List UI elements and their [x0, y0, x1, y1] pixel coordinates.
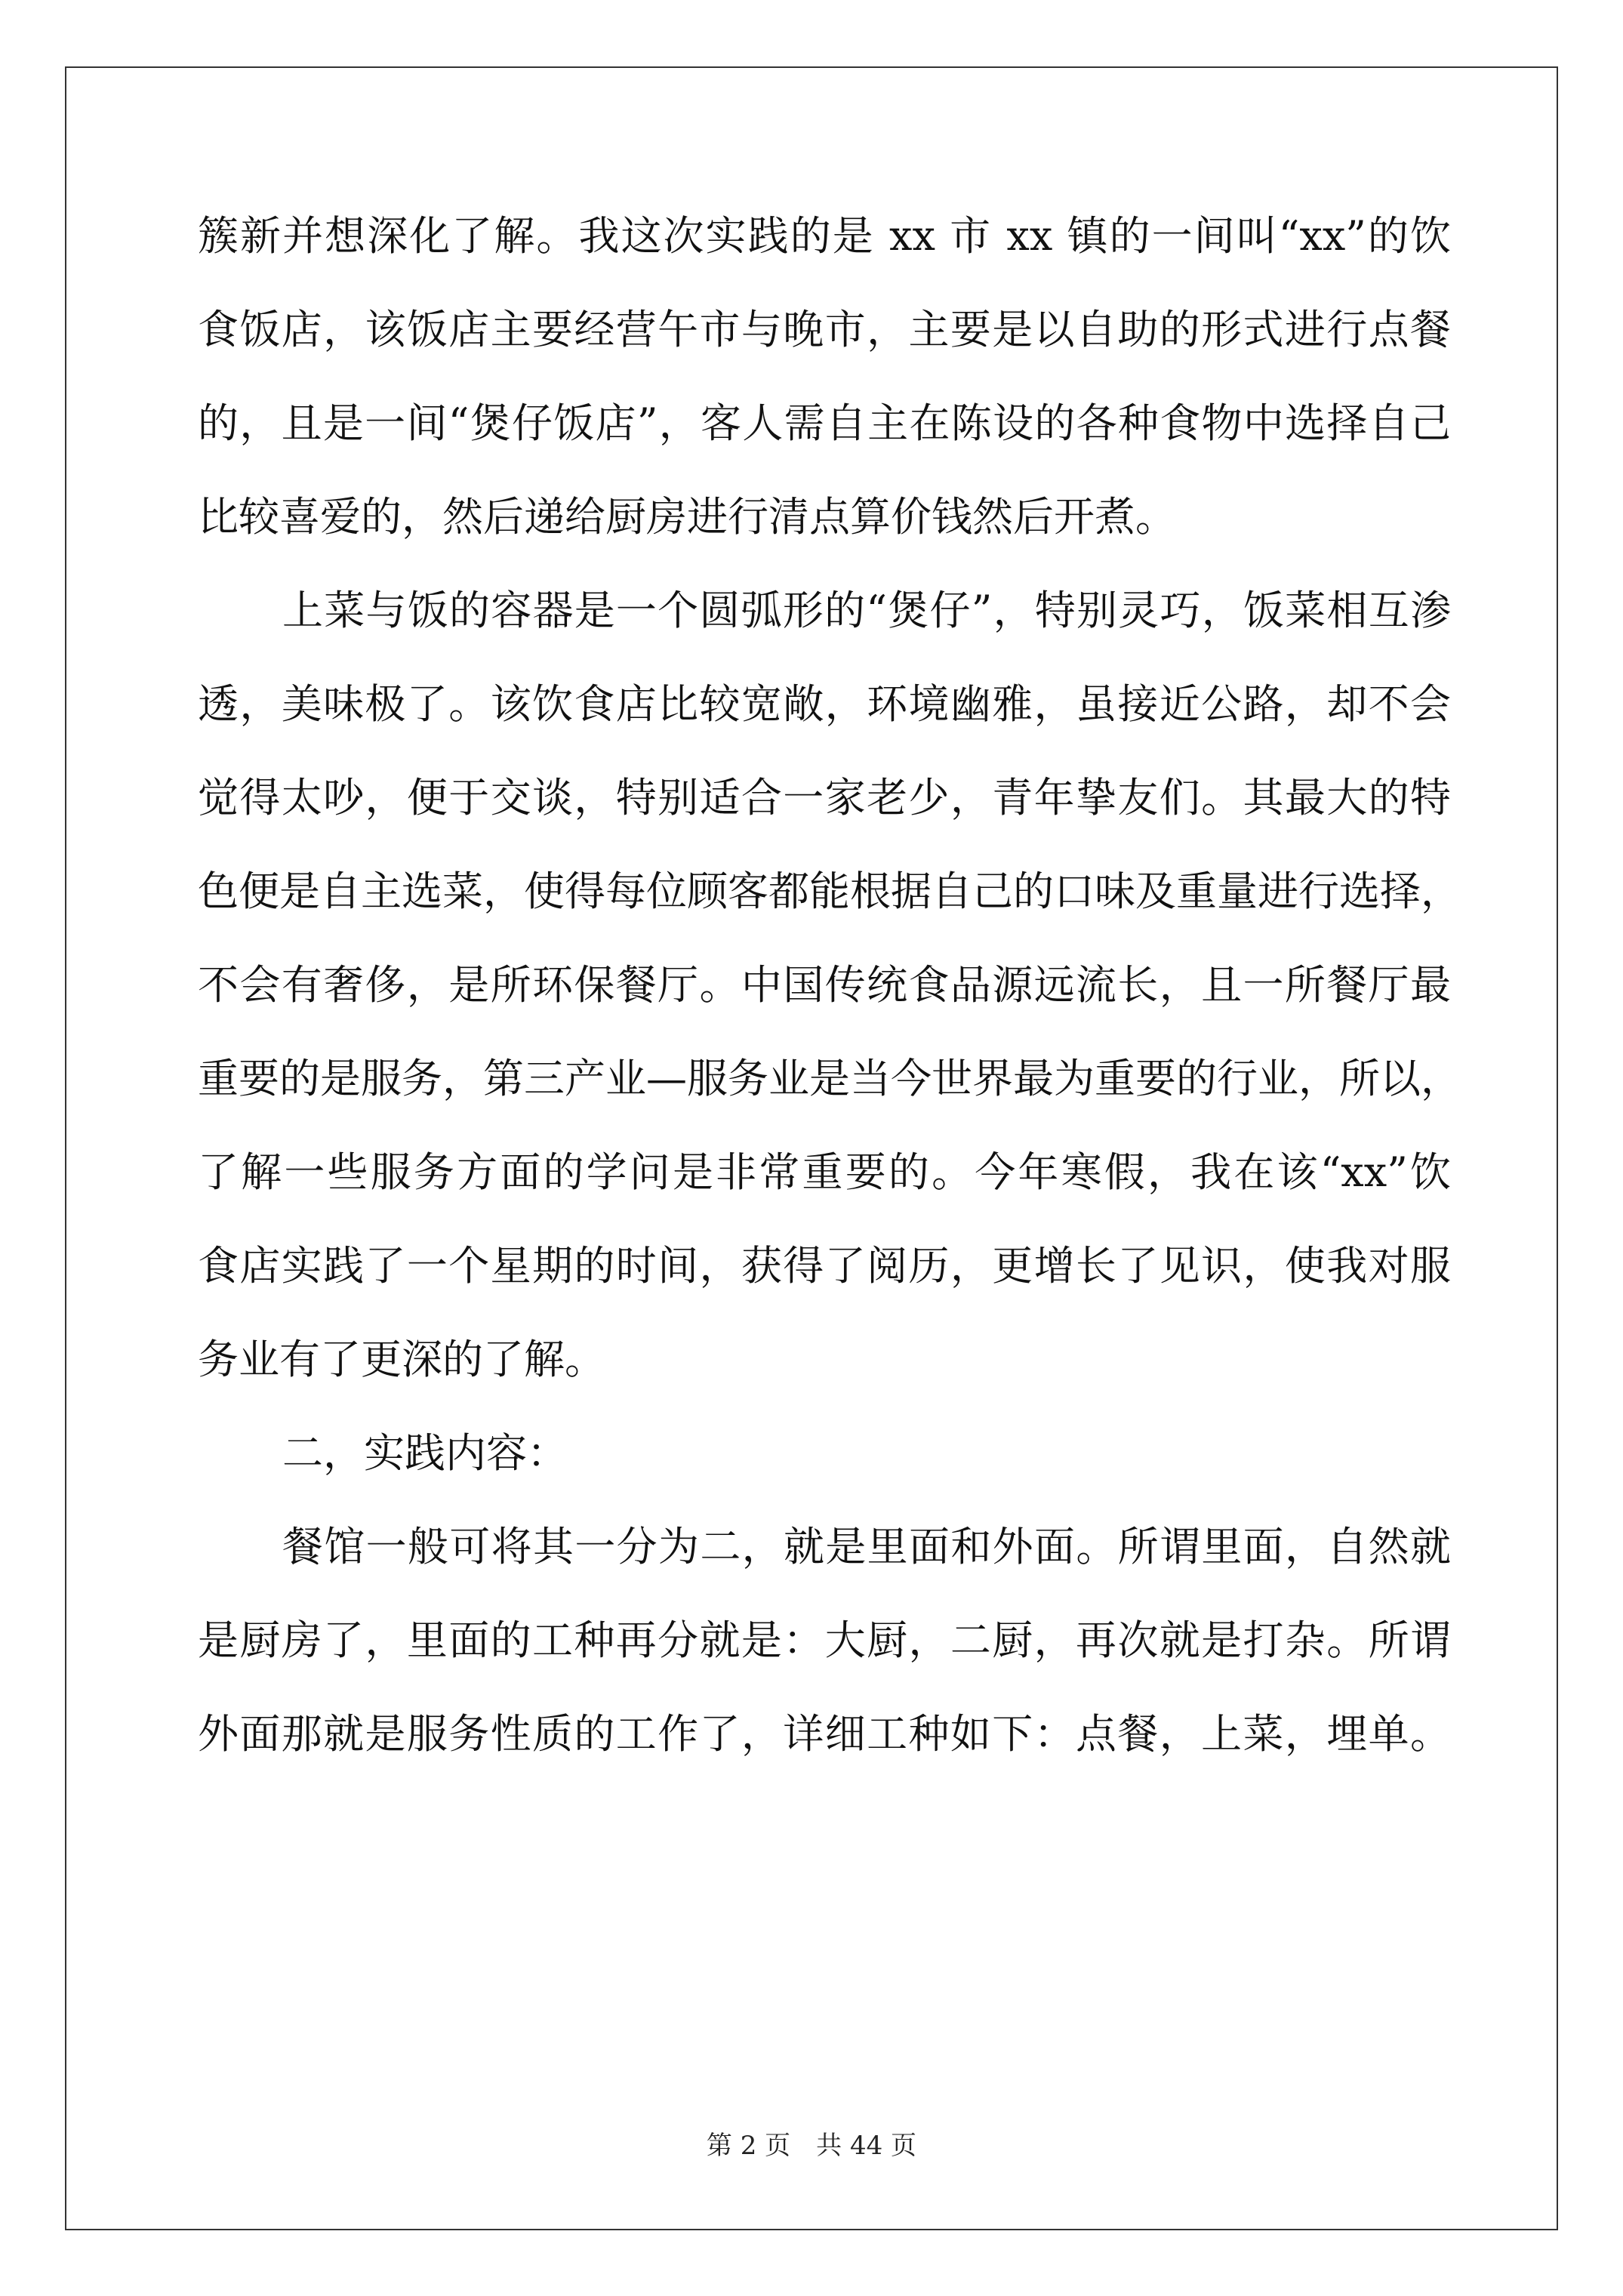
text-line: 务业有了更深的了解。 — [198, 1336, 605, 1383]
text-line: 的，且是一间“煲仔饭店”，客人需自主在陈设的各种食物中选择自己 — [198, 399, 1451, 447]
text-line: 色便是自主选菜，使得每位顾客都能根据自己的口味及重量进行选择， — [198, 868, 1461, 915]
text-line: 了解一些服务方面的学问是非常重要的。今年寒假，我在该“xx”饮 — [198, 1148, 1451, 1196]
section-heading: 二，实践内容： — [282, 1429, 568, 1477]
page-total: 共 44 页 — [816, 2131, 917, 2161]
text-line: 外面那就是服务性质的工作了，详细工种如下：点餐，上菜，埋单。 — [198, 1710, 1451, 1758]
text-line: 餐馆一般可将其一分为二，就是里面和外面。所谓里面，自然就 — [282, 1523, 1451, 1570]
text-line: 不会有奢侈，是所环保餐厅。中国传统食品源远流长，且一所餐厅最 — [198, 961, 1451, 1009]
text-line: 是厨房了，里面的工种再分就是：大厨，二厨，再次就是打杂。所谓 — [198, 1616, 1451, 1664]
text-line: 上菜与饭的容器是一个圆弧形的“煲仔”，特别灵巧，饭菜相互渗 — [282, 587, 1451, 634]
text-line: 簇新并想深化了解。我这次实践的是 xx 市 xx 镇的一间叫“xx”的饮 — [198, 212, 1451, 260]
text-line: 比较喜爱的，然后递给厨房进行清点算价钱然后开煮。 — [198, 493, 1176, 541]
page-footer — [0, 2131, 1623, 2161]
text-line: 食饭店，该饭店主要经营午市与晚市，主要是以自助的形式进行点餐 — [198, 306, 1451, 353]
text-line: 觉得太吵，便于交谈，特别适合一家老少，青年挚友们。其最大的特 — [198, 774, 1451, 821]
text-line: 食店实践了一个星期的时间，获得了阅历，更增长了见识，使我对服 — [198, 1242, 1451, 1290]
text-line: 透，美味极了。该饮食店比较宽敞，环境幽雅，虽接近公路，却不会 — [198, 680, 1451, 728]
page-number: 第 2 页 — [706, 2131, 791, 2161]
text-line: 重要的是服务，第三产业—服务业是当今世界最为重要的行业，所以， — [198, 1055, 1461, 1102]
